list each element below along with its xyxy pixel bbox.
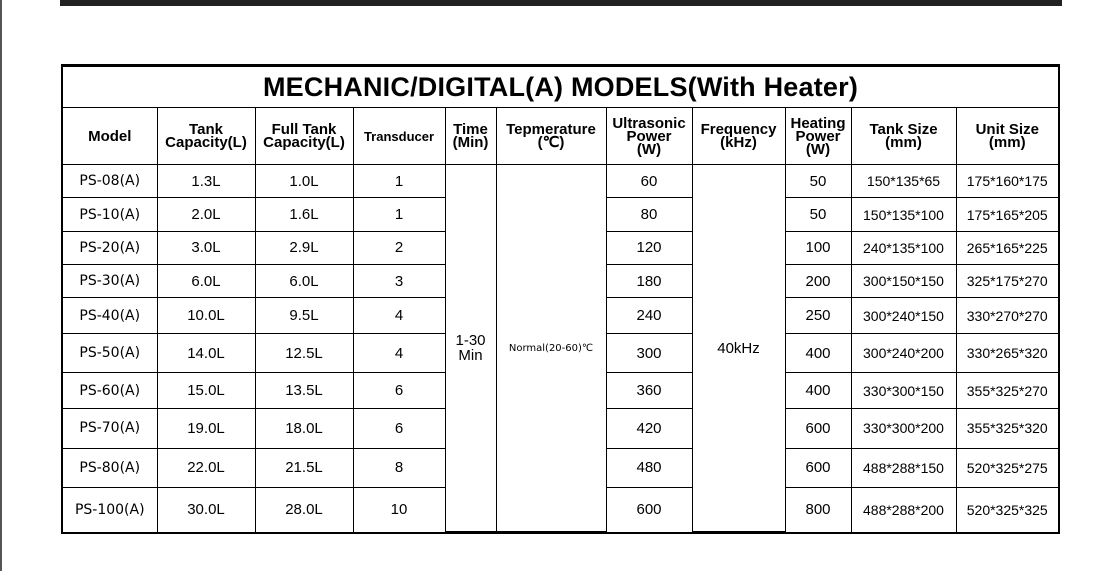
- heating-power-cell: 400: [785, 373, 851, 408]
- time-cell: [445, 165, 496, 532]
- header-tank-capacity-line2: Capacity(L): [165, 134, 247, 151]
- transducer-cell: 2: [353, 231, 445, 264]
- transducer-cell: 6: [353, 373, 445, 408]
- unit-size-cell: 330*265*320: [956, 333, 1058, 373]
- unit-size-cell: 265*165*225: [956, 231, 1058, 264]
- full-tank-capacity-cell: 1.0L: [255, 165, 353, 198]
- tank-capacity-cell: 30.0L: [157, 488, 255, 532]
- tank-capacity-cell: 2.0L: [157, 198, 255, 231]
- header-temperature: [496, 108, 606, 165]
- header-frequency-line1: Frequency: [700, 121, 777, 138]
- header-heating-power: [785, 108, 851, 165]
- header-unit-size-line1: Unit Size: [975, 121, 1039, 138]
- transducer-cell: 4: [353, 298, 445, 333]
- time-line1: 1-30: [455, 332, 486, 349]
- header-ultrasonic-line1: Ultrasonic: [612, 114, 686, 132]
- header-time: [445, 108, 496, 165]
- tank-capacity-cell: 6.0L: [157, 265, 255, 298]
- full-tank-capacity-cell: 21.5L: [255, 448, 353, 488]
- header-tank-size-line2: (mm): [885, 134, 922, 151]
- tank-size-cell: 240*135*100: [851, 231, 956, 264]
- tank-capacity-cell: 14.0L: [157, 333, 255, 373]
- specs-table: [63, 66, 1058, 532]
- full-tank-capacity-cell: 13.5L: [255, 373, 353, 408]
- model-cell: PS-60(A): [63, 373, 157, 408]
- tank-capacity-cell: 3.0L: [157, 231, 255, 264]
- unit-size-cell: 520*325*275: [956, 448, 1058, 488]
- transducer-cell: 1: [353, 198, 445, 231]
- full-tank-capacity-cell: 1.6L: [255, 198, 353, 231]
- model-cell: PS-50(A): [63, 333, 157, 373]
- header-unit-size: [956, 108, 1058, 165]
- full-tank-capacity-cell: 6.0L: [255, 265, 353, 298]
- model-cell: PS-20(A): [63, 231, 157, 264]
- ultrasonic-power-cell: 80: [606, 198, 692, 231]
- header-tank-capacity-line1: Tank: [189, 121, 223, 138]
- tank-capacity-cell: 19.0L: [157, 408, 255, 448]
- unit-size-cell: 175*165*205: [956, 198, 1058, 231]
- tank-size-cell: 300*240*200: [851, 333, 956, 373]
- header-ultrasonic-line2: Power: [626, 127, 672, 145]
- header-transducer: [353, 108, 445, 165]
- header-time-line2: (Min): [452, 134, 489, 151]
- ultrasonic-power-cell: 420: [606, 408, 692, 448]
- unit-size-cell: 175*160*175: [956, 165, 1058, 198]
- model-cell: PS-08(A): [63, 165, 157, 198]
- transducer-cell: 4: [353, 333, 445, 373]
- unit-size-cell: 325*175*270: [956, 265, 1058, 298]
- heating-power-cell: 200: [785, 265, 851, 298]
- header-frequency-line2: (kHz): [720, 134, 757, 151]
- model-cell: PS-100(A): [63, 488, 157, 532]
- tank-capacity-cell: 10.0L: [157, 298, 255, 333]
- left-edge-rule: [0, 0, 2, 571]
- tank-size-cell: 330*300*150: [851, 373, 956, 408]
- header-full-tank-capacity: [255, 108, 353, 165]
- ultrasonic-power-cell: 120: [606, 231, 692, 264]
- header-row: [63, 108, 1058, 165]
- transducer-cell: 8: [353, 448, 445, 488]
- header-heating-line2: Power: [795, 127, 841, 145]
- spec-sheet: [61, 64, 1060, 534]
- heating-power-cell: 50: [785, 198, 851, 231]
- table-row: [63, 165, 1058, 198]
- ultrasonic-power-cell: 60: [606, 165, 692, 198]
- header-model-label: Model: [88, 127, 132, 145]
- time-line2: Min: [458, 347, 483, 364]
- header-time-line1: Time: [453, 121, 488, 138]
- header-transducer-label: Transducer: [363, 128, 435, 144]
- full-tank-capacity-cell: 28.0L: [255, 488, 353, 532]
- header-temperature-line2: (℃): [537, 134, 565, 151]
- full-tank-capacity-cell: 9.5L: [255, 298, 353, 333]
- full-tank-capacity-cell: 12.5L: [255, 333, 353, 373]
- header-tank-capacity: [157, 108, 255, 165]
- header-frequency: [692, 108, 785, 165]
- temperature-cell: Normal(20-60)℃: [496, 165, 606, 532]
- header-full-tank-line2: Capacity(L): [263, 134, 345, 151]
- heating-power-cell: 250: [785, 298, 851, 333]
- tank-capacity-cell: 1.3L: [157, 165, 255, 198]
- frequency-cell: 40kHz: [692, 165, 785, 532]
- heating-power-cell: 600: [785, 408, 851, 448]
- header-unit-size-line2: (mm): [988, 134, 1026, 151]
- heating-power-cell: 600: [785, 448, 851, 488]
- table-title: MECHANIC/DIGITAL(A) MODELS(With Heater): [63, 67, 1058, 108]
- transducer-cell: 3: [353, 265, 445, 298]
- header-temperature-line1: Tepmerature: [506, 121, 596, 138]
- header-tank-size: [851, 108, 956, 165]
- ultrasonic-power-cell: 480: [606, 448, 692, 488]
- heating-power-cell: 800: [785, 488, 851, 532]
- tank-size-cell: 150*135*65: [851, 165, 956, 198]
- tank-size-cell: 330*300*200: [851, 408, 956, 448]
- unit-size-cell: 330*270*270: [956, 298, 1058, 333]
- top-rule: [60, 0, 1062, 6]
- ultrasonic-power-cell: 360: [606, 373, 692, 408]
- model-cell: PS-70(A): [63, 408, 157, 448]
- full-tank-capacity-cell: 18.0L: [255, 408, 353, 448]
- header-model: [63, 108, 157, 165]
- transducer-cell: 1: [353, 165, 445, 198]
- unit-size-cell: 520*325*325: [956, 488, 1058, 532]
- header-heating-line1: Heating: [790, 114, 846, 132]
- header-tank-size-line1: Tank Size: [869, 121, 938, 138]
- full-tank-capacity-cell: 2.9L: [255, 231, 353, 264]
- header-full-tank-line1: Full Tank: [271, 121, 337, 138]
- unit-size-cell: 355*325*270: [956, 373, 1058, 408]
- ultrasonic-power-cell: 300: [606, 333, 692, 373]
- tank-size-cell: 300*150*150: [851, 265, 956, 298]
- model-cell: PS-40(A): [63, 298, 157, 333]
- tank-capacity-cell: 15.0L: [157, 373, 255, 408]
- heating-power-cell: 400: [785, 333, 851, 373]
- header-heating-line3: (W): [805, 140, 831, 158]
- header-ultrasonic-power: [606, 108, 692, 165]
- ultrasonic-power-cell: 240: [606, 298, 692, 333]
- tank-size-cell: 150*135*100: [851, 198, 956, 231]
- tank-size-cell: 300*240*150: [851, 298, 956, 333]
- heating-power-cell: 50: [785, 165, 851, 198]
- model-cell: PS-30(A): [63, 265, 157, 298]
- heating-power-cell: 100: [785, 231, 851, 264]
- table-body: [63, 165, 1058, 532]
- tank-size-cell: 488*288*150: [851, 448, 956, 488]
- transducer-cell: 10: [353, 488, 445, 532]
- model-cell: PS-10(A): [63, 198, 157, 231]
- ultrasonic-power-cell: 180: [606, 265, 692, 298]
- transducer-cell: 6: [353, 408, 445, 448]
- model-cell: PS-80(A): [63, 448, 157, 488]
- tank-capacity-cell: 22.0L: [157, 448, 255, 488]
- tank-size-cell: 488*288*200: [851, 488, 956, 532]
- header-ultrasonic-line3: (W): [636, 140, 662, 158]
- unit-size-cell: 355*325*320: [956, 408, 1058, 448]
- ultrasonic-power-cell: 600: [606, 488, 692, 532]
